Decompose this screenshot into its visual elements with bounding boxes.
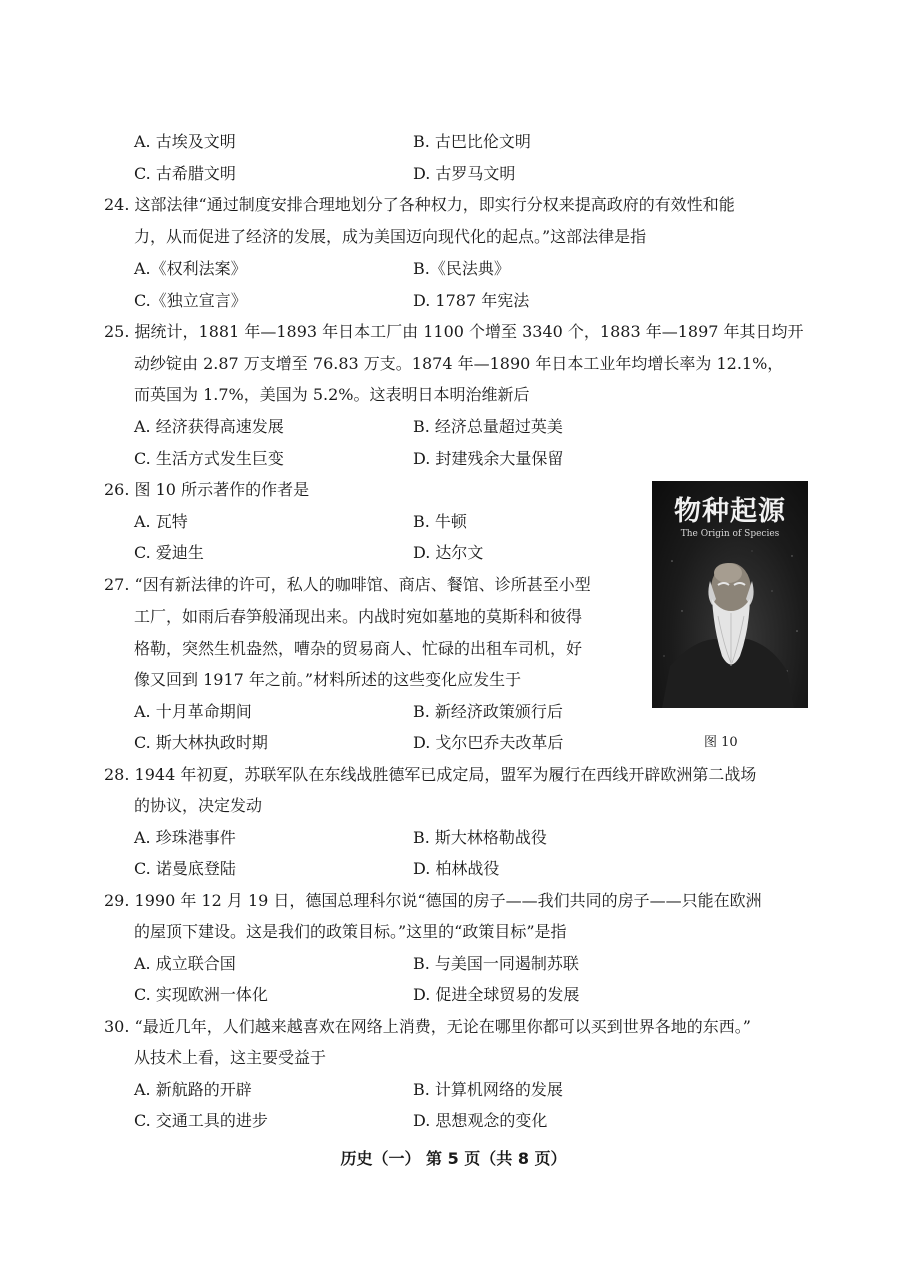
option-c: C. 生活方式发生巨变: [134, 449, 284, 468]
option-c: C. 爱迪生: [134, 543, 204, 562]
option-d: D. 达尔文: [413, 543, 484, 562]
option-d: D. 封建残余大量保留: [413, 449, 564, 468]
question-27-line-3: 格勒，突然生机盎然，嘈杂的贸易商人、忙碌的出租车司机，好: [134, 639, 583, 658]
question-29-line-1: 29. 1990 年 12 月 19 日，德国总理科尔说“德国的房子——我们共同的房子——只能在欧洲: [104, 891, 762, 910]
question-27-line-1: 27. “因有新法律的许可，私人的咖啡馆、商店、餐馆、诊所甚至小型: [104, 575, 591, 594]
book-cover-image: [652, 481, 808, 708]
option-b: B. 古巴比伦文明: [413, 132, 531, 151]
option-c: C. 交通工具的进步: [134, 1111, 268, 1130]
question-29-line-2: 的屋顶下建设。这是我们的政策目标。”这里的“政策目标”是指: [134, 922, 567, 941]
option-c: C.《独立宣言》: [134, 291, 247, 310]
option-b: B. 计算机网络的发展: [413, 1080, 563, 1099]
option-d: D. 古罗马文明: [413, 164, 516, 183]
option-b: B.《民法典》: [413, 259, 510, 278]
option-d: D. 思想观念的变化: [413, 1111, 548, 1130]
option-b: B. 与美国一同遏制苏联: [413, 954, 579, 973]
question-28-line-1: 28. 1944 年初夏，苏联军队在东线战胜德军已成定局，盟军为履行在西线开辟欧洲第二战场: [104, 765, 757, 784]
option-b: B. 新经济政策颁行后: [413, 702, 563, 721]
option-b: B. 牛顿: [413, 512, 467, 531]
question-25-line-1: 25. 据统计，1881 年—1893 年日本工厂由 1100 个增至 3340 个，1883 年—1897 年其日均开: [104, 322, 804, 341]
option-a: A. 瓦特: [134, 512, 188, 531]
page-footer: 历史（一） 第 5 页（共 8 页）: [340, 1149, 567, 1168]
question-24-line-1: 24. 这部法律“通过制度安排合理地划分了各种权力，即实行分权来提高政府的有效性和能: [104, 195, 735, 214]
option-d: D. 1787 年宪法: [413, 291, 530, 310]
question-25-line-2: 动纱锭由 2.87 万支增至 76.83 万支。1874 年—1890 年日本工业年均增长率为 12.1%，: [134, 354, 784, 373]
option-c: C. 诺曼底登陆: [134, 859, 236, 878]
figure-subtitle: The Origin of Species: [680, 529, 780, 539]
question-24-line-2: 力，从而促进了经济的发展，成为美国迈向现代化的起点。”这部法律是指: [134, 227, 647, 246]
option-d: D. 促进全球贸易的发展: [413, 985, 580, 1004]
option-c: C. 斯大林执政时期: [134, 733, 268, 752]
option-b: B. 斯大林格勒战役: [413, 828, 547, 847]
question-27-line-4: 像又回到 1917 年之前。”材料所述的这些变化应发生于: [134, 670, 522, 689]
option-a: A. 经济获得高速发展: [134, 417, 284, 436]
option-a: A. 新航路的开辟: [134, 1080, 252, 1099]
figure-title: 物种起源: [674, 496, 786, 527]
question-26-line-1: 26. 图 10 所示著作的作者是: [104, 480, 310, 499]
option-a: A.《权利法案》: [134, 259, 247, 278]
question-28-line-2: 的协议，决定发动: [134, 796, 263, 815]
option-b: B. 经济总量超过英美: [413, 417, 563, 436]
option-a: A. 珍珠港事件: [134, 828, 236, 847]
option-c: C. 实现欧洲一体化: [134, 985, 268, 1004]
option-a: A. 十月革命期间: [134, 702, 252, 721]
option-c: C. 古希腊文明: [134, 164, 236, 183]
option-a: A. 成立联合国: [134, 954, 236, 973]
question-30-line-2: 从技术上看，这主要受益于: [134, 1048, 327, 1067]
option-d: D. 柏林战役: [413, 859, 500, 878]
question-30-line-1: 30. “最近几年，人们越来越喜欢在网络上消费，无论在哪里你都可以买到世界各地的东西。”: [104, 1017, 751, 1036]
question-25-line-3: 而英国为 1.7%，美国为 5.2%。这表明日本明治维新后: [134, 385, 530, 404]
option-a: A. 古埃及文明: [134, 132, 236, 151]
option-d: D. 戈尔巴乔夫改革后: [413, 733, 564, 752]
figure-caption: 图 10: [704, 735, 738, 750]
question-27-line-2: 工厂，如雨后春笋般涌现出来。内战时宛如墓地的莫斯科和彼得: [134, 607, 583, 626]
